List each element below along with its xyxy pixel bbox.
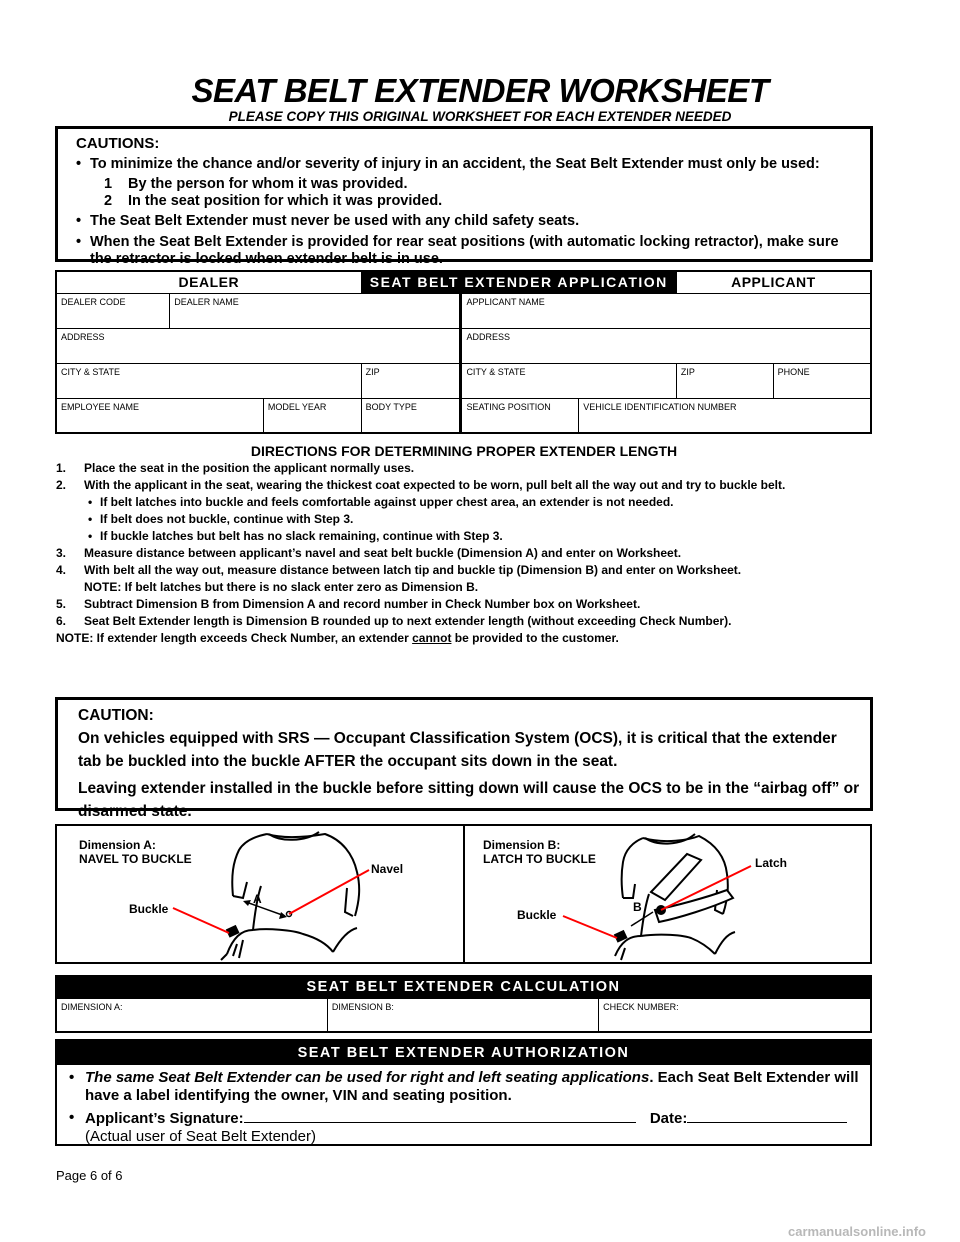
page-number: Page 6 of 6 [56,1168,123,1183]
person-latch-illustration [465,826,870,962]
dealer-code-field[interactable]: DEALER CODE [56,293,170,328]
authorization-bullet: • The same Seat Belt Extender can be used for right and left seating applications. Each Seat Belt Extender will have a label identifying the owner, VIN and seating position. [69,1069,862,1105]
cautions-box [55,126,873,267]
dimension-b-title: Dimension B: LATCH TO BUCKLE [483,838,596,866]
navel-label: Navel [371,862,404,876]
page-subtitle: PLEASE COPY THIS ORIGINAL WORKSHEET FOR EACH EXTENDER NEEDED [228,109,732,124]
page-title: SEAT BELT EXTENDER WORKSHEET [191,72,769,109]
ocs-caution-paragraph: On vehicles equipped with SRS — Occupant Classification System (OCS), it is critical that the extender tab be buckled into the buckle AFTER the occupant sits down in the seat. [78,730,837,770]
application-header: SEAT BELT EXTENDER APPLICATION [361,271,676,293]
signature-row: • Applicant’s Signature: Date: [69,1109,862,1128]
dimension-a-letter: A [253,892,262,906]
ocs-caution-box [55,697,873,820]
cautions-bullet: • The Seat Belt Extender must never be used with any child safety seats. [76,213,858,231]
dimension-b-panel [465,826,870,962]
directions-list [56,461,876,645]
employee-name-field[interactable]: EMPLOYEE NAME [56,398,263,433]
seating-position-field[interactable]: SEATING POSITION [461,398,579,433]
signature-line[interactable] [244,1109,636,1123]
direction-step: 5. Subtract Dimension B from Dimension A and record number in Check Number box on Worksheet. [56,597,641,611]
direction-step: 1. Place the seat in the position the applicant normally uses. [56,461,415,475]
dimension-a-field[interactable]: DIMENSION A: [56,998,327,1032]
ocs-caution-heading: CAUTION: [78,707,154,724]
cautions-sub-item: 1 By the person for whom it was provided. [104,176,408,192]
person-navel-illustration [57,826,465,962]
applicant-name-field[interactable]: APPLICANT NAME [461,293,871,328]
direction-step: 3. Measure distance between applicant’s navel and seat belt buckle (Dimension A) and enter on Worksheet. [56,546,682,560]
cautions-bullet: • When the Seat Belt Extender is provided for rear seat positions (with automatic locking retractor), make sure the retractor is locked when extender belt is in use. [76,234,858,269]
applicant-city-state-field[interactable]: CITY & STATE [461,363,676,398]
authorization-box [55,1039,872,1146]
calculation-header: SEAT BELT EXTENDER CALCULATION [56,976,871,998]
authorization-header: SEAT BELT EXTENDER AUTHORIZATION [57,1041,870,1065]
dealer-name-field[interactable]: DEALER NAME [170,293,461,328]
dealer-address-field[interactable]: ADDRESS [56,328,461,363]
direction-note: NOTE: If belt latches but there is no slack enter zero as Dimension B. [84,580,479,594]
applicant-zip-field[interactable]: ZIP [676,363,773,398]
applicant-phone-field[interactable]: PHONE [773,363,871,398]
cautions-sub-item: 2 In the seat position for which it was provided. [104,193,443,209]
buckle-label: Buckle [129,902,169,916]
dimension-b-letter: B [633,900,642,914]
cautions-bullet: • To minimize the chance and/or severity of injury in an accident, the Seat Belt Extender must only be used: [76,156,858,174]
applicant-header: APPLICANT [676,271,871,293]
dealer-city-state-field[interactable]: CITY & STATE [56,363,361,398]
latch-label: Latch [755,856,788,870]
dimension-a-title: Dimension A: NAVEL TO BUCKLE [79,838,192,866]
direction-step: 2. With the applicant in the seat, wearing the thickest coat expected to be worn, pull belt all the way out and try to buckle belt. [56,478,786,492]
check-number-field[interactable]: CHECK NUMBER: [599,998,871,1032]
direction-bullet: • If belt does not buckle, continue with Step 3. [56,512,876,526]
dealer-zip-field[interactable]: ZIP [361,363,461,398]
body-type-field[interactable]: BODY TYPE [361,398,461,433]
buckle-label: Buckle [517,908,557,922]
vin-field[interactable]: VEHICLE IDENTIFICATION NUMBER [579,398,871,433]
date-line[interactable] [687,1109,847,1123]
direction-step: 4. With belt all the way out, measure distance between latch tip and buckle tip (Dimension B) and enter on Worksheet. [56,563,742,577]
direction-note: NOTE: If extender length exceeds Check Number, an extender cannot be provided to the customer. [56,631,619,645]
dimension-b-field[interactable]: DIMENSION B: [327,998,598,1032]
model-year-field[interactable]: MODEL YEAR [263,398,361,433]
direction-bullet: • If belt latches into buckle and feels comfortable against upper chest area, an extender is not needed. [56,495,876,509]
application-table [55,270,872,434]
cautions-heading: CAUTIONS: [76,135,160,152]
watermark: carmanualsonline.info [788,1224,926,1239]
directions-title: DIRECTIONS FOR DETERMINING PROPER EXTENDER LENGTH [250,443,678,459]
dimension-a-panel [57,826,465,962]
signature-note: (Actual user of Seat Belt Extender) [85,1128,316,1145]
direction-bullet: • If buckle latches but belt has no slack remaining, continue with Step 3. [56,529,876,543]
calculation-table [55,975,872,1033]
ocs-caution-paragraph: Leaving extender installed in the buckle before sitting down will cause the OCS to be in the “airbag off” or disarmed state. [78,780,860,820]
direction-step: 6. Seat Belt Extender length is Dimension B rounded up to next extender length (without exceeding Check Number). [56,614,732,628]
applicant-address-field[interactable]: ADDRESS [461,328,871,363]
dimensions-panel [55,824,872,964]
dealer-header: DEALER [56,271,361,293]
